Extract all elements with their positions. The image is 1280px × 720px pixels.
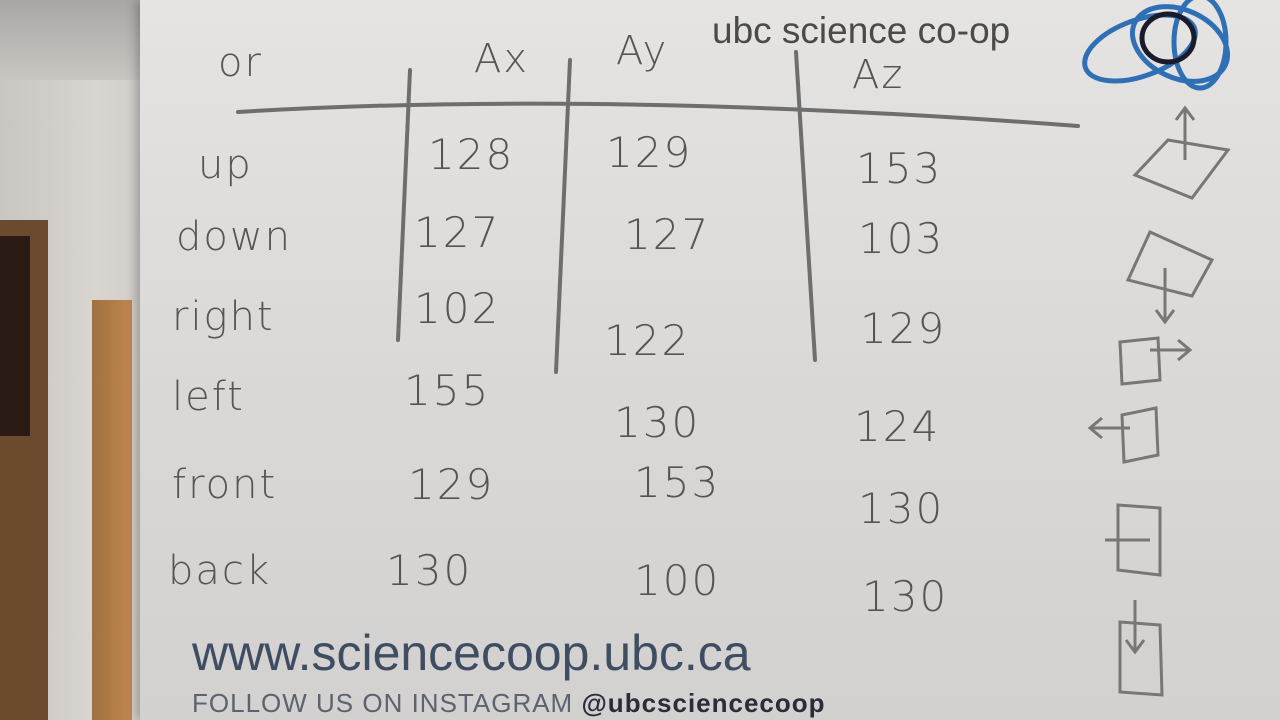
up-orientation-sketch [1135,108,1228,198]
cell-ax: 128 [428,130,515,179]
instagram-prompt: FOLLOW US ON INSTAGRAM [192,688,574,718]
cell-ay: 127 [624,210,711,259]
website-url: www.sciencecoop.ubc.ca [192,625,751,681]
row-label: right [172,294,275,340]
cell-ax: 130 [386,546,473,595]
column-rule-2 [556,60,570,372]
cell-ay: 130 [614,398,701,447]
cell-ay: 129 [606,128,693,177]
right-orientation-sketch [1120,338,1190,384]
header-ay: Ay [616,28,669,74]
cell-az: 124 [854,402,941,451]
column-rule-3 [796,52,815,360]
header-rule [238,104,1078,126]
cell-az: 153 [856,144,943,193]
row-label: down [176,214,292,260]
instagram-handle: @ubcsciencecoop [581,688,826,718]
brand-name: ubc science co-op [712,10,1011,51]
row-label: up [198,142,253,188]
cell-az: 130 [862,572,949,621]
row-label: back [168,548,272,594]
column-rule-1 [398,70,410,340]
cell-ax: 129 [408,460,495,509]
row-label: front [172,462,278,508]
header-orientation: or [218,40,263,86]
down-orientation-sketch [1128,232,1212,322]
header-ax: Ax [474,36,530,82]
ubc-logo-icon [1076,0,1240,96]
cell-ax: 127 [414,208,501,257]
cell-az: 130 [858,484,945,533]
cell-ay: 153 [634,458,721,507]
back-orientation-sketch [1120,600,1162,695]
cell-az: 103 [858,214,945,263]
front-orientation-sketch [1105,505,1160,575]
cell-ax: 102 [414,284,501,333]
cell-ay: 122 [604,316,691,365]
header-az: Az [852,52,905,98]
cell-az: 129 [860,304,947,353]
cell-ax: 155 [404,366,491,415]
instagram-line [192,688,826,719]
cell-ay: 100 [634,556,721,605]
left-orientation-sketch [1090,408,1158,462]
row-label: left [172,374,245,420]
